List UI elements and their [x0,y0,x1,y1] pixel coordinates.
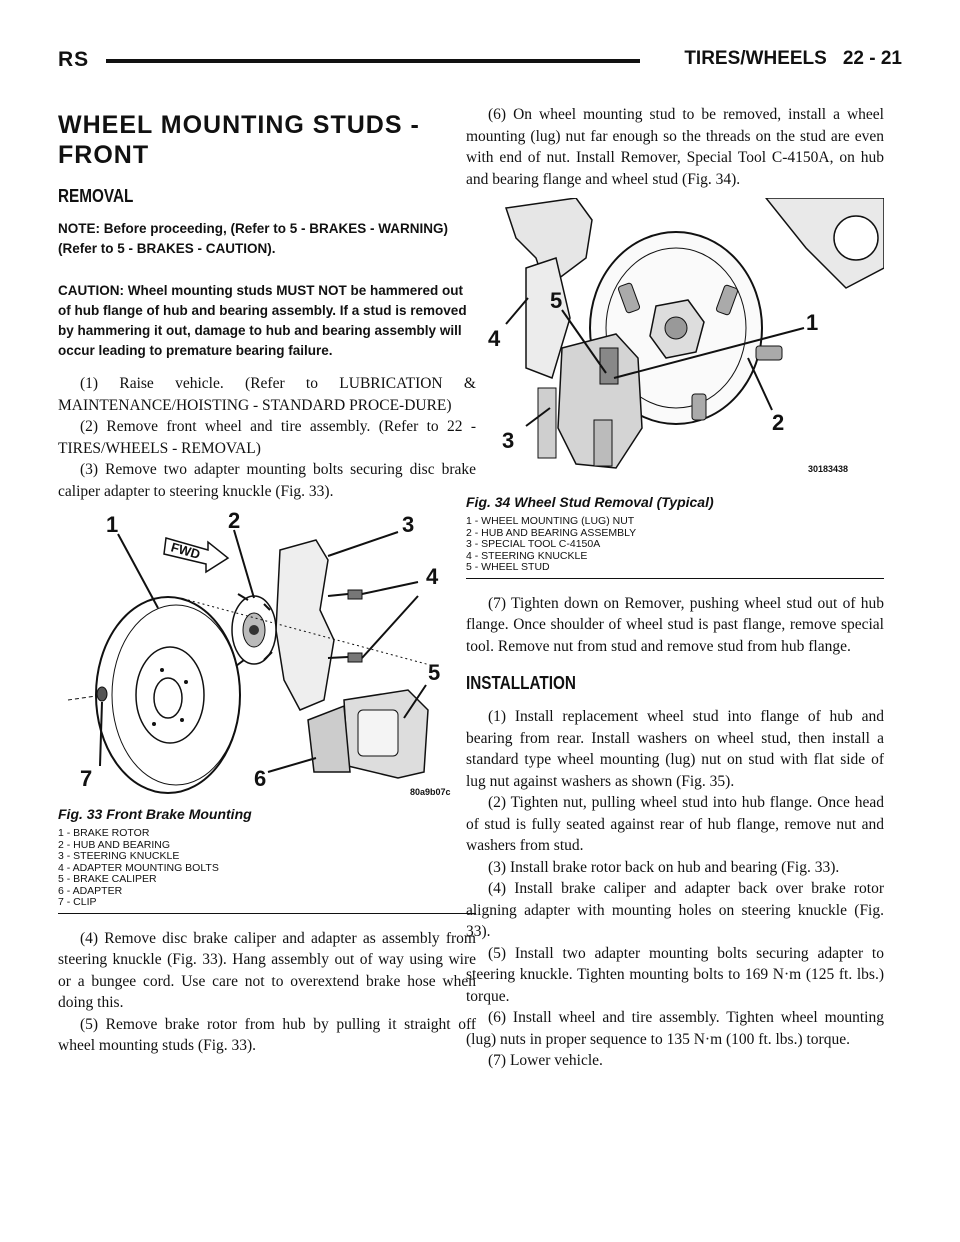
section-title-line2: FRONT [58,141,150,169]
fig33-code: 80a9b07c [410,787,451,797]
section-title [58,110,476,170]
legend-item: 2 - HUB AND BEARING [58,838,171,851]
fig33-rule [58,913,476,914]
install-step-2: (2) Tighten nut, pulling wheel stud into hub flange. Once head of stud is fully seated against rear of hub flange, remove nut and washers from stud. [466,794,884,854]
legend-item: 3 - STEERING KNUCKLE [58,850,180,862]
removal-step-6: (6) On wheel mounting stud to be removed, install a wheel mounting (lug) nut far enough so the threads on the stud are even with end of nut. Install Remover, Special Tool C-4150A, on hub and bearing flange and wheel stud (Fig. 34). [466,106,884,188]
install-step-1: (1) Install replacement wheel stud into flange of hub and bearing from rear. Install washers on wheel stud, then install a standard type wheel mounting (lug) nut on stud with flat side of lug nut against washers as shown (Fig. 35). [466,708,884,790]
install-step-7: (7) Lower vehicle. [488,1052,603,1069]
legend-item: 4 - ADAPTER MOUNTING BOLTS [58,861,219,874]
fig34-callout-5: 5 [550,288,563,313]
figure-34 [466,198,884,488]
header-right [684,48,902,70]
legend-item: 2 - HUB AND BEARING ASSEMBLY [466,526,637,539]
removal-step-2: (2) Remove front wheel and tire assembly. (Refer to 22 - TIRES/WHEELS - REMOVAL) [58,418,476,457]
fig33-callout-7: 7 [80,766,93,791]
fig34-callout-2: 2 [772,410,785,435]
right-column [466,104,884,1072]
fig34-legend [466,516,884,574]
fig33-callout-2: 2 [228,510,241,533]
header-section: TIRES/WHEELS [684,48,827,69]
legend-item: 1 - WHEEL MOUNTING (LUG) NUT [466,515,635,527]
fig34-callout-1: 1 [806,310,819,335]
fig33-caption: Fig. 33 Front Brake Mounting [58,806,252,822]
fig33-callout-6: 6 [254,766,267,791]
removal-step-5: (5) Remove brake rotor from hub by pulling it straight off wheel mounting studs (Fig. 33). [58,1015,476,1054]
fig34-callout-3: 3 [502,428,515,453]
installation-heading: INSTALLATION [466,673,576,693]
fig34-callout-4: 4 [488,326,501,351]
fig33-legend [58,828,476,909]
fig34-rule [466,578,884,579]
legend-item: 6 - ADAPTER [58,884,123,897]
removal-step-1: (1) Raise vehicle. (Refer to LUBRICATION & MAINTENANCE/HOISTING - STANDARD PROCE-DURE) [58,375,476,414]
install-step-4: (4) Install brake caliper and adapter back over brake rotor aligning adapter with mounting holes on steering knuckle (Fig. 33). [466,880,884,940]
fig33-fwd-label: FWD [169,539,202,563]
legend-item: 7 - CLIP [58,896,97,908]
fig34-code: 30183438 [808,464,849,474]
figure-33-illustration [58,510,476,800]
removal-step-4: (4) Remove disc brake caliper and adapter as assembly from steering knuckle (Fig. 33). Hang assembly out of way using wire or a bungee cord. Use care not to overextend brake hose when doing this. [58,929,476,1011]
fig33-callout-3: 3 [402,512,415,537]
legend-item: 5 - WHEEL STUD [466,561,550,573]
install-step-3: (3) Install brake rotor back on hub and bearing (Fig. 33). [488,858,840,876]
removal-step-7: (7) Tighten down on Remover, pushing wheel stud out of hub flange. Once shoulder of wheel stud is past flange, remove special tool. Remove nut from stud and remove stud from hub flange. [466,594,884,655]
note-text: NOTE: Before proceeding, (Refer to 5 - BRAKES - WARNING)(Refer to 5 - BRAKES - CAUTION). [58,221,449,256]
legend-item: 3 - SPECIAL TOOL C-4150A [466,538,601,550]
removal-step-3: (3) Remove two adapter mounting bolts securing disc brake caliper adapter to steering knuckle (Fig. 33). [58,461,476,500]
section-title-line1: WHEEL MOUNTING STUDS - [58,111,420,139]
page-header [58,44,902,74]
header-left-label: RS [58,48,90,71]
install-step-5: (5) Install two adapter mounting bolts securing adapter to steering knuckle. Tighten mounting bolts to 169 N·m (125 ft. lbs.) torque. [466,944,884,1005]
header-rule [106,59,640,63]
left-column [58,110,476,1057]
figure-34-illustration [466,198,884,488]
fig33-callout-4: 4 [426,564,439,589]
header-page-number: 22 - 21 [842,48,902,69]
fig33-callout-5: 5 [428,660,441,685]
legend-item: 4 - STEERING KNUCKLE [466,549,588,562]
fig34-caption: Fig. 34 Wheel Stud Removal (Typical) [466,494,714,510]
caution-text: CAUTION: Wheel mounting studs MUST NOT be hammered out of hub flange of hub and bearing assembly. If a stud is removed by hammering it out, damage to hub and bearing assembly will occur leading to premature bearing failure. [58,283,467,358]
install-step-6: (6) Install wheel and tire assembly. Tighten wheel mounting (lug) nuts in proper sequence to 135 N·m (100 ft. lbs.) torque. [466,1009,884,1048]
legend-item: 5 - BRAKE CALIPER [58,873,157,885]
figure-33 [58,510,476,800]
removal-heading: REMOVAL [58,186,134,206]
legend-item: 1 - BRAKE ROTOR [58,827,150,839]
fig33-callout-1: 1 [106,512,119,537]
